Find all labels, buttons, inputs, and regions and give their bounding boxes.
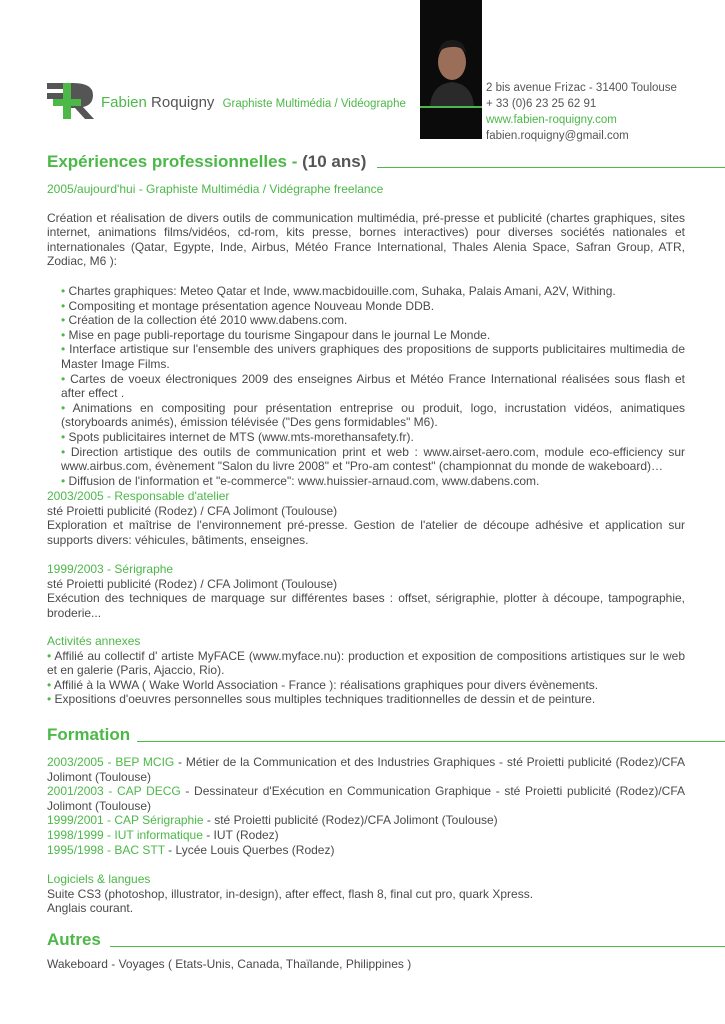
job-3 bbox=[47, 562, 685, 620]
list-item: • Diffusion de l'information et "e-commerce": www.huissier-arnaud.com, www.dabens.com. bbox=[61, 474, 685, 489]
job-3-company: sté Proietti publicité (Rodez) / CFA Jolimont (Toulouse) bbox=[47, 576, 338, 591]
job-2-desc: Exploration et maîtrise de l'environnement pré-presse. Gestion de l'atelier de découpe adhésive et application sur supports divers: véhicules, bâtiments, enseignes. bbox=[47, 518, 685, 547]
list-item: • Mise en page publi-reportage du tourisme Singapour dans le journal Le Monde. bbox=[61, 328, 685, 343]
formation-text: - Lycée Louis Querbes (Rodez) bbox=[164, 842, 335, 857]
last-name: Roquigny bbox=[151, 94, 215, 111]
website-link[interactable]: www.fabien-roquigny.com bbox=[486, 114, 617, 126]
software-title: Logiciels & langues bbox=[47, 872, 151, 887]
contact-block bbox=[486, 80, 677, 144]
phone: + 33 (0)6 23 25 62 91 bbox=[486, 98, 597, 110]
autres-text: Wakeboard - Voyages ( Etats-Unis, Canada, Thaïlande, Philippines ) bbox=[47, 957, 412, 971]
software-list: Suite CS3 (photoshop, illustrator, in-design), after effect, flash 8, final cut pro, quark Xpress. bbox=[47, 886, 534, 901]
formation-label: 1999/2001 - CAP Sérigraphie bbox=[47, 813, 204, 828]
job-3-desc: Exécution des techniques de marquage sur différentes bases : offset, sérigraphie, plotter à découpe, tampographie, broderie... bbox=[47, 591, 685, 620]
list-item bbox=[47, 813, 685, 828]
formation-text: - IUT (Rodez) bbox=[202, 827, 279, 842]
job-1-intro: Création et réalisation de divers outils de communication multimédia, pré-presse et publicité (chartes graphiques, sites internet, animations films/vidéos, cd-rom, kits presse, bornes interactives) pour diverses sociétés nationales et internationales (Qatar, Egypte, Inde, Airbus, Météo France International, Thales Alenia Space, Safran Group, ATR, Zodiac, M6 ): bbox=[47, 210, 685, 269]
job-2 bbox=[47, 489, 685, 547]
list-item: • Chartes graphiques: Meteo Qatar et Inde, www.macbidouille.com, Suhaka, Palais Amani, A2V, Withing. bbox=[61, 284, 685, 299]
list-item: • Création de la collection été 2010 www.dabens.com. bbox=[61, 313, 685, 328]
annexes-title: Activités annexes bbox=[47, 634, 141, 648]
profile-photo bbox=[420, 0, 482, 139]
list-item bbox=[47, 784, 685, 813]
email-link[interactable]: fabien.roquigny@gmail.com bbox=[486, 130, 629, 142]
list-item: • Direction artistique des outils de communication print et web : www.airset-aero.com, module eco-efficiency sur www.airbus.com, évènement "Salon du livre 2008" et "Pro-am contest" (championnat du monde de wakeboard)… bbox=[61, 445, 685, 474]
experience-years: (10 ans) bbox=[302, 152, 367, 171]
formation-text: - Dessinateur d'Exécution en Communication Graphique - sté Proietti publicité (Rodez)/CFA Jolimont (Toulouse) bbox=[47, 784, 685, 813]
address: 2 bis avenue Frizac - 31400 Toulouse bbox=[486, 82, 677, 94]
list-item: • Spots publicitaires internet de MTS (www.mts-morethansafety.fr). bbox=[61, 430, 685, 445]
job-2-company: sté Proietti publicité (Rodez) / CFA Jolimont (Toulouse) bbox=[47, 503, 338, 518]
list-item bbox=[47, 828, 685, 843]
list-item: • Cartes de voeux électroniques 2009 des enseignes Airbus et Météo France International réalisées sous flash et after effect . bbox=[61, 372, 685, 401]
list-item: • Compositing et montage présentation agence Nouveau Monde DDB. bbox=[61, 299, 685, 314]
formation-text: - Métier de la Communication et des Industries Graphiques - sté Proietti publicité (Rodez)/CFA Jolimont (Toulouse) bbox=[47, 755, 685, 784]
list-item: • Interface artistique sur l'ensemble des univers graphiques des propositions de supports publicitaires multimedia de Master Image Films. bbox=[61, 342, 685, 371]
list-item: • Affilié au collectif d' artiste MyFACE (www.myface.nu): production et exposition de compositions artistiques sur le web et en galerie (Paris, Ajaccio, Rio). bbox=[47, 649, 685, 678]
list-item bbox=[47, 755, 685, 784]
annexes bbox=[47, 634, 685, 707]
fr-logo-icon bbox=[47, 83, 95, 119]
languages: Anglais courant. bbox=[47, 901, 134, 916]
formation-list bbox=[47, 755, 685, 916]
name-line bbox=[101, 96, 406, 112]
autres-rule bbox=[110, 946, 725, 947]
job-1-bullets bbox=[47, 284, 685, 488]
experience-rule bbox=[377, 167, 725, 168]
experience-title: Expériences professionnelles - bbox=[47, 152, 303, 171]
formation-text: - sté Proietti publicité (Rodez)/CFA Jolimont (Toulouse) bbox=[203, 813, 498, 828]
first-name: Fabien bbox=[101, 94, 147, 111]
photo-underline bbox=[420, 106, 482, 108]
formation-label: 2001/2003 - CAP DECG bbox=[47, 784, 181, 799]
formation-heading: Formation bbox=[47, 725, 131, 744]
portrait-icon bbox=[420, 0, 482, 106]
experience-heading bbox=[47, 152, 367, 171]
formation-label: 1998/1999 - IUT informatique bbox=[47, 827, 203, 842]
formation-label: 2003/2005 - BEP MCIG bbox=[47, 755, 175, 769]
list-item: • Affilié à la WWA ( Wake World Association - France ): réalisations graphiques pour divers évènements. bbox=[47, 678, 685, 693]
job-1-period: 2005/aujourd'hui - Graphiste Multimédia / Vidégraphe freelance bbox=[47, 182, 384, 196]
list-item: • Expositions d'oeuvres personnelles sous multiples techniques traditionnelles de dessin et de peinture. bbox=[47, 692, 685, 707]
autres-heading: Autres bbox=[47, 930, 101, 949]
job-1 bbox=[47, 182, 685, 488]
job-3-period: 1999/2003 - Sérigraphe bbox=[47, 562, 174, 576]
list-item: • Animations en compositing pour présentation entreprise ou produit, logo, incrustation vidéos, animatiques (storyboards animés), émission télévisée ("Des gens formidables" M6). bbox=[61, 401, 685, 430]
job-2-period: 2003/2005 - Responsable d'atelier bbox=[47, 489, 230, 503]
formation-rule bbox=[137, 741, 725, 742]
list-item bbox=[47, 843, 685, 858]
formation-label: 1995/1998 - BAC STT bbox=[47, 842, 165, 857]
job-title: Graphiste Multimédia / Vidéographe bbox=[222, 98, 406, 110]
